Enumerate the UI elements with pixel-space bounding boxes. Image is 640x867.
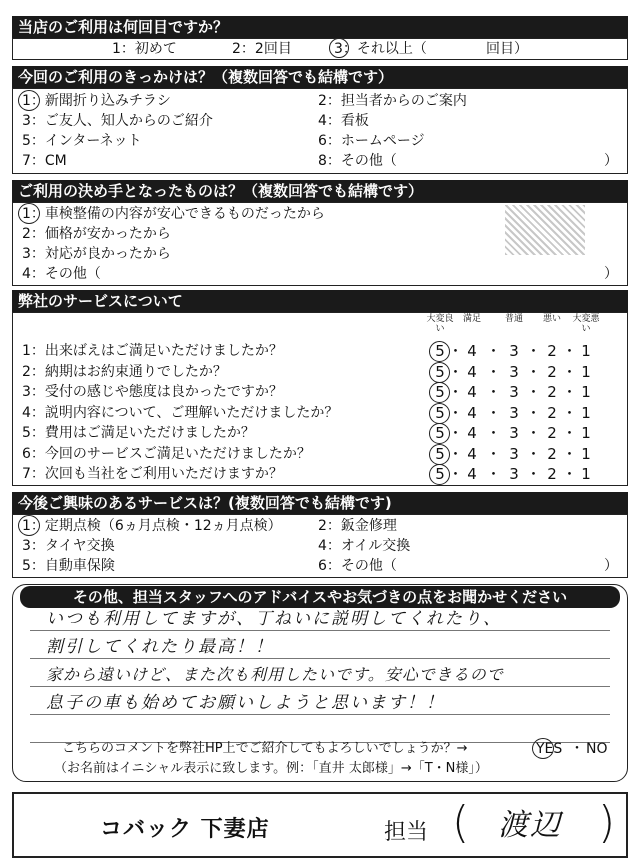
rating-scale-header: 大変良い bbox=[426, 314, 454, 334]
rating-answer-circle bbox=[429, 382, 450, 403]
rating-separator: ・ bbox=[562, 342, 578, 360]
comment-line bbox=[30, 714, 610, 715]
consent-answer-circle bbox=[532, 738, 554, 759]
rating-option[interactable]: 4 bbox=[467, 465, 477, 483]
staff-label: 担当 bbox=[384, 820, 429, 845]
interest-answer-circle bbox=[18, 515, 40, 536]
trigger-section-title: 今回のご利用のきっかけは？（複数回答でも結構です） bbox=[12, 66, 628, 88]
comment-handwritten-line-3: 家から遠いけど、また次も利用したいです。安心できるので bbox=[46, 665, 504, 684]
rating-separator: ・ bbox=[448, 362, 464, 381]
comment-line bbox=[30, 686, 610, 687]
rating-scale-header: 満足 bbox=[462, 314, 481, 324]
rating-separator: ・ bbox=[486, 444, 502, 463]
interest-option-3[interactable]: 3：タイヤ交換 bbox=[22, 538, 115, 554]
rating-option[interactable]: 1 bbox=[581, 362, 591, 381]
rating-separator: ・ bbox=[562, 444, 578, 463]
trigger-option-2[interactable]: 2：担当者からのご案内 bbox=[318, 93, 467, 109]
rating-separator: ・ bbox=[448, 383, 464, 401]
interest-close-paren: ） bbox=[604, 558, 618, 574]
rating-separator: ・ bbox=[526, 342, 542, 360]
rating-option[interactable]: 1 bbox=[581, 424, 591, 442]
rating-option[interactable]: 3 bbox=[509, 424, 519, 442]
staff-paren-open: ( bbox=[452, 797, 470, 848]
rating-separator: ・ bbox=[486, 403, 502, 422]
rating-answer-circle bbox=[429, 341, 450, 362]
rating-answer-circle bbox=[429, 444, 450, 465]
rating-scale-header: 普通 bbox=[504, 314, 523, 324]
rating-option[interactable]: 4 bbox=[467, 424, 477, 442]
rating-option[interactable]: 4 bbox=[467, 383, 477, 401]
rating-separator: ・ bbox=[562, 424, 578, 442]
decision-option-3[interactable]: 3：対応が良かったから bbox=[22, 246, 171, 262]
rating-separator: ・ bbox=[486, 424, 502, 442]
rating-option[interactable]: 3 bbox=[509, 465, 519, 483]
trigger-option-6[interactable]: 6：ホームページ bbox=[318, 133, 425, 149]
rating-separator: ・ bbox=[486, 362, 502, 381]
trigger-option-4[interactable]: 4：看板 bbox=[318, 113, 369, 129]
decision-option-4[interactable]: 4：その他（ bbox=[22, 266, 101, 282]
rating-option[interactable]: 4 bbox=[467, 362, 477, 381]
rating-separator: ・ bbox=[448, 342, 464, 360]
service-question: 7：次回も当社をご利用いただけますか？ bbox=[22, 466, 283, 482]
rating-option[interactable]: 2 bbox=[547, 362, 557, 381]
rating-separator: ・ bbox=[448, 465, 464, 483]
store-name: コバック 下妻店 bbox=[100, 817, 270, 842]
rating-separator: ・ bbox=[448, 424, 464, 442]
redaction-stamp bbox=[505, 205, 585, 255]
visit-section-title: 当店のご利用は何回目ですか？ bbox=[12, 16, 628, 38]
rating-option[interactable]: 5 bbox=[435, 342, 445, 360]
rating-option[interactable]: 3 bbox=[509, 444, 519, 463]
service-question: 1：出来ばえはご満足いただけましたか？ bbox=[22, 343, 283, 359]
trigger-option-3[interactable]: 3：ご友人、知人からのご紹介 bbox=[22, 113, 213, 129]
rating-option[interactable]: 3 bbox=[509, 383, 519, 401]
consent-note: （お名前はイニシャル表示に致します。例：「直井 太郎様」→「T・N様」） bbox=[54, 761, 488, 776]
rating-option[interactable]: 5 bbox=[435, 362, 445, 381]
staff-name: 渡辺 bbox=[498, 808, 562, 843]
rating-separator: ・ bbox=[526, 424, 542, 442]
rating-separator: ・ bbox=[448, 403, 464, 422]
rating-answer-circle bbox=[429, 403, 450, 424]
consent-question: こちらのコメントを弊社HP上でご紹介してもよろしいでしょうか？→ bbox=[62, 741, 468, 756]
rating-separator: ・ bbox=[562, 383, 578, 401]
rating-separator: ・ bbox=[526, 465, 542, 483]
comment-line bbox=[30, 630, 610, 631]
consent-separator: ・ bbox=[570, 741, 584, 757]
trigger-answer-circle bbox=[18, 90, 40, 111]
rating-option[interactable]: 1 bbox=[581, 342, 591, 360]
rating-option[interactable]: 4 bbox=[467, 403, 477, 422]
rating-option[interactable]: 1 bbox=[581, 403, 591, 422]
rating-scale-header: 悪い bbox=[542, 314, 561, 324]
service-question: 6：今回のサービスご満足いただけましたか？ bbox=[22, 445, 311, 462]
service-section-title: 弊社のサービスについて bbox=[12, 290, 628, 312]
comments-section-title: その他、担当スタッフへのアドバイスやお気づきの点をお聞かせください bbox=[20, 586, 620, 608]
rating-separator: ・ bbox=[562, 362, 578, 381]
service-question: 2：納期はお約束通りでしたか？ bbox=[22, 363, 227, 380]
rating-option[interactable]: 4 bbox=[467, 342, 477, 360]
rating-separator: ・ bbox=[486, 465, 502, 483]
rating-separator: ・ bbox=[526, 383, 542, 401]
interest-option-6[interactable]: 6：その他（ bbox=[318, 558, 397, 574]
trigger-option-1[interactable]: 1：新聞折り込みチラシ bbox=[22, 93, 171, 109]
rating-separator: ・ bbox=[562, 465, 578, 483]
rating-separator: ・ bbox=[526, 444, 542, 463]
rating-option[interactable]: 5 bbox=[435, 465, 445, 483]
rating-option[interactable]: 1 bbox=[581, 383, 591, 401]
interest-option-4[interactable]: 4：オイル交換 bbox=[318, 538, 411, 554]
interest-option-2[interactable]: 2：鈑金修理 bbox=[318, 518, 397, 534]
rating-separator: ・ bbox=[526, 403, 542, 422]
trigger-option-8[interactable]: 8：その他（ bbox=[318, 153, 397, 169]
rating-answer-circle bbox=[429, 423, 450, 444]
rating-option[interactable]: 5 bbox=[435, 383, 445, 401]
rating-option[interactable]: 1 bbox=[581, 444, 591, 463]
rating-separator: ・ bbox=[526, 362, 542, 381]
comment-handwritten-line-4: 息子の車も始めてお願いしようと思います！！ bbox=[46, 693, 445, 713]
rating-option[interactable]: 2 bbox=[547, 465, 557, 483]
consent-yes[interactable]: YES bbox=[536, 741, 563, 757]
rating-answer-circle bbox=[429, 464, 450, 485]
trigger-option-7[interactable]: 7：CM bbox=[22, 153, 67, 169]
staff-paren-close: ) bbox=[598, 797, 616, 848]
rating-option[interactable]: 5 bbox=[435, 424, 445, 442]
comment-handwritten-line-1: いつも利用してますが、丁ねいに説明してくれたり、 bbox=[46, 609, 502, 629]
rating-option[interactable]: 5 bbox=[435, 444, 445, 463]
comment-line bbox=[30, 658, 610, 659]
rating-option[interactable]: 4 bbox=[467, 444, 477, 463]
rating-option[interactable]: 2 bbox=[547, 403, 557, 422]
service-question: 4：説明内容について、ご理解いただけましたか？ bbox=[22, 404, 339, 421]
rating-option[interactable]: 2 bbox=[547, 424, 557, 442]
decision-answer-circle bbox=[18, 203, 40, 224]
rating-option[interactable]: 3 bbox=[509, 403, 519, 422]
visit-count-suffix: 回目） bbox=[486, 41, 528, 57]
decision-section-title: ご利用の決め手となったものは？（複数回答でも結構です） bbox=[12, 180, 628, 202]
rating-separator: ・ bbox=[562, 403, 578, 422]
rating-option[interactable]: 1 bbox=[581, 465, 591, 483]
interest-section-title: 今後ご興味のあるサービスは？(複数回答でも結構です) bbox=[12, 492, 628, 514]
interest-option-1[interactable]: 1：定期点検（6ヵ月点検・12ヵ月点検） bbox=[22, 518, 282, 534]
consent-no[interactable]: NO bbox=[586, 741, 608, 757]
rating-separator: ・ bbox=[486, 383, 502, 401]
rating-option[interactable]: 2 bbox=[547, 342, 557, 360]
rating-scale-header: 大変悪い bbox=[572, 314, 600, 334]
trigger-close-paren: ） bbox=[604, 153, 618, 169]
service-question: 5：費用はご満足いただけましたか？ bbox=[22, 425, 255, 441]
visit-answer-circle bbox=[329, 38, 349, 58]
rating-option[interactable]: 5 bbox=[435, 403, 445, 422]
visit-option-2[interactable]: 2：2回目 bbox=[232, 41, 292, 57]
visit-option-3[interactable]: 3：それ以上（ bbox=[334, 41, 427, 57]
rating-option[interactable]: 2 bbox=[547, 383, 557, 401]
comment-handwritten-line-2: 割引してくれたり最高！！ bbox=[46, 637, 274, 657]
decision-option-1[interactable]: 1：車検整備の内容が安心できるものだったから bbox=[22, 206, 325, 222]
rating-option[interactable]: 3 bbox=[509, 342, 519, 360]
trigger-option-5[interactable]: 5：インターネット bbox=[22, 133, 142, 149]
visit-option-1[interactable]: 1：初めて bbox=[112, 41, 177, 57]
rating-separator: ・ bbox=[486, 342, 502, 360]
rating-option[interactable]: 3 bbox=[509, 362, 519, 381]
rating-option[interactable]: 2 bbox=[547, 444, 557, 463]
interest-option-5[interactable]: 5：自動車保険 bbox=[22, 558, 115, 574]
visit-options-box bbox=[12, 38, 628, 60]
decision-close-paren: ） bbox=[604, 266, 618, 282]
rating-separator: ・ bbox=[448, 444, 464, 463]
service-question: 3：受付の感じや態度は良かったですか？ bbox=[22, 384, 283, 400]
rating-answer-circle bbox=[429, 362, 450, 383]
decision-option-2[interactable]: 2：価格が安かったから bbox=[22, 226, 171, 242]
